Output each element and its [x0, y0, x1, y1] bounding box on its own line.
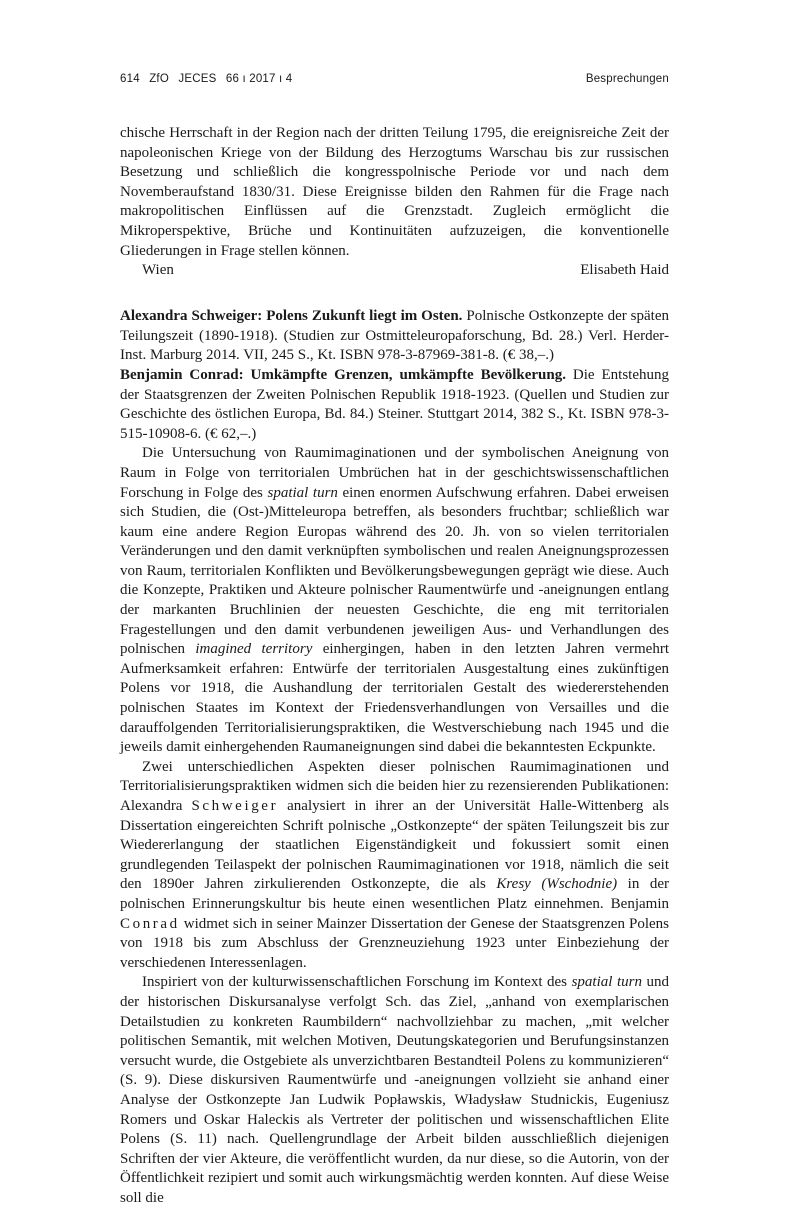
- author-name-spaced: Schweiger: [191, 798, 279, 814]
- text-run: in der polnischen Erinnerungskultur bis heute einen wesentlichen Platz einnehmen. Benjamin: [120, 876, 669, 912]
- bib-details-schweiger: Polnische Ostkonzepte der späten Teilungszeit (1890-1918). (Studien zur Ostmitteleuropaforschung, Bd. 28.) Verl. Herder-Inst. Marburg 2014. VII, 245 S., Kt. ISBN 978-3-87969-381-8. (€ 38,–.): [120, 308, 670, 364]
- text-run: widmet sich in seiner Mainzer Dissertation der Genese der Staatsgrenzen Polens von 1918 bis zum Abschluss der Grenzneuziehung 1923 unter Einbeziehung der verschiedenen Interessenlagen.: [120, 915, 669, 971]
- text-run: Inspiriert von der kulturwissenschaftlichen Forschung im Kontext des: [142, 974, 572, 991]
- text-run: und der historischen Diskursanalyse verfolgt Sch. das Ziel, „anhand von exemplarischen Detailstudien zu konkreten Raumbildern“ nachvollziehbar zu machen, „mit welcher politischen Semantik, mit welchen Motiven, Deutungskategorien und Berufungsinstanzen versucht wurde, die Ostgebiete als unverzichtbaren Bestandteil Polens zu kommunizieren“ (S. 9). Diese diskursiven Raumentwürfe und -aneignungen vollzieht sie anhand einer Analyse der Ostkonzepte Jan Ludwik Popławskis, Władysław Studnickis, Eugeniusz Romers und Oskar Haleckis als Vertreter der politischen und wissenschaftlichen Elite Polens (S. 11) nach. Quellengrundlage der Arbeit bilden ausschließlich diejenigen Schriften der vier Akteure, die veröffentlicht wurden, da nur diese, so die Autorin, von der Öffentlichkeit rezipiert und somit auch wirkungsmächtig werden konnten. Auf diese Weise soll die: [120, 974, 669, 1206]
- italic-term: imagined territory: [195, 641, 313, 658]
- text-run: Die Untersuchung von Raumimaginationen und der symbolischen Aneignung von Raum in Folge von territorialen Umbrüchen hat in der geschichtswissenschaftlichen Forschung in Folge des: [120, 445, 669, 501]
- text-run: einen enormen Aufschwung erfahren. Dabei erweisen sich Studien, die (Ost-)Mitteleuropa betreffen, als besonders fruchtbar; schließlich war kaum eine andere Region Europas während des 20. Jh. von so vielen territorialen Veränderungen und den damit verknüpften symbolischen und realen Aneignungsprozessen von Raum, territorialen Konflikten und Bevölkerungsbewegungen geprägt wie diese. Auch die Konzepte, Praktiken und Akteure polnischer Raumentwürfe und -aneignungen entlang der markanten Bruchlinien der neuesten Geschichte, die eng mit territorialen Fragestellungen und den damit verbundenen jeweiligen Aus- und Verhandlungen des polnischen: [120, 484, 669, 658]
- page-body: [120, 124, 669, 1208]
- previous-review-ending: chische Herrschaft in der Region nach der dritten Teilung 1795, die ereignisreiche Zeit der napoleonischen Kriege von der Bildung des Herzogtums Warschau bis zur russischen Besetzung und schließlich die kongresspolnische Periode vor und nach dem Novemberaufstand 1830/31. Diese Ereignisse bilden den Rahmen für die Frage nach makropolitischen Einflüssen auf die Grenzstadt. Zugleich ermöglicht die Mikroperspektive, Brüche und Kontinuitäten aufzuzeigen, die konventionelle Gliederungen in Frage stellen können.: [120, 125, 669, 259]
- italic-term: spatial turn: [267, 484, 338, 501]
- journal-name: ZfO: [149, 73, 169, 85]
- italic-term: spatial turn: [571, 974, 642, 991]
- text-run: einhergingen, haben in den letzten Jahren vermehrt Aufmerksamkeit erfahren: Entwürfe der territorialen Ausgestaltung eines zukünftigen Polens vor 1918, die Aushandlung der territorialen Gestalt des wiedererstehenden polnischen Staates im Kontext der Friedensverhandlungen von Versailles und die darauffolgenden Territorialisierungspraktiken, die Westverschiebung nach 1945 und die jeweils damit einhergehenden Raumaneignungen sind dabei die bekanntesten Eckpunkte.: [120, 641, 670, 756]
- page-number: 614: [120, 73, 140, 85]
- running-head: [120, 73, 669, 91]
- volume-info: 66 ı 2017 ı 4: [225, 73, 293, 85]
- reviewer-place: Wien: [142, 262, 174, 279]
- running-head-left: [120, 73, 298, 85]
- author-name-spaced: Conrad: [120, 915, 180, 932]
- review-paragraph-3: [120, 973, 669, 1208]
- text-run: analysiert in ihrer an der Universität Halle-Wittenberg als Dissertation eingereichten Schrift polnische „Ostkonzepte“ der späten Teilungszeit bis zur Wiedererlangung der staatlichen Eigenständigkeit und fokussiert somit einen grundlegenden Teilaspekt der polnischen Raumimaginationen vor 1918, nämlich die seit den 1890er Jahren zirkulierenden Ostkonzepte, die als: [120, 798, 669, 893]
- review-paragraph-1: [120, 444, 669, 758]
- bibliographic-entry-conrad: [120, 366, 669, 444]
- bib-title-conrad: Benjamin Conrad: Umkämpfte Grenzen, umkämpfte Bevölkerung.: [120, 366, 566, 383]
- section-title: Besprechungen: [585, 73, 669, 85]
- review-paragraph-2: [120, 758, 669, 974]
- text-run: Zwei unterschiedlichen Aspekten dieser polnischen Raumimaginationen und Territorialisierungspraktiken widmen sich die beiden hier zu rezensierenden Publikationen: Alexandra: [120, 758, 669, 814]
- bib-title-schweiger: Alexandra Schweiger: Polens Zukunft liegt im Osten.: [120, 308, 463, 325]
- bib-details-conrad: Die Entstehung der Staatsgrenzen der Zweiten Polnischen Republik 1918-1923. (Quellen und Studien zur Geschichte des östlichen Europa, Bd. 84.) Steiner. Stuttgart 2014, 382 S., Kt. ISBN 978-3-515-10908-6. (€ 62,–.): [120, 366, 669, 442]
- bibliographic-entry-schweiger: [120, 307, 669, 366]
- review-signoff: [120, 261, 669, 281]
- italic-term: Kresy (Wschodnie): [496, 876, 618, 893]
- journal-series: JECES: [178, 73, 217, 85]
- reviewer-name: Elisabeth Haid: [580, 262, 669, 279]
